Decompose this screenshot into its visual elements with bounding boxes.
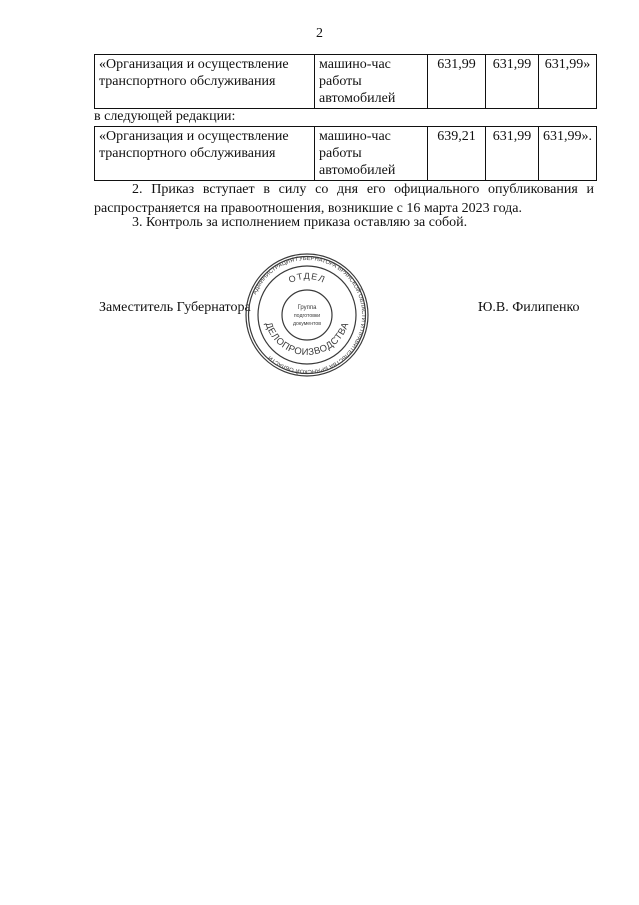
signer-name: Ю.В. Филипенко bbox=[478, 300, 580, 315]
value-cell: 639,21 bbox=[428, 127, 486, 181]
unit-cell bbox=[315, 127, 428, 181]
page-number: 2 bbox=[316, 26, 323, 41]
unit-line: работы bbox=[319, 146, 362, 161]
value-cell: 631,99» bbox=[539, 55, 597, 109]
stamp-center-line: подготовки bbox=[293, 313, 321, 319]
unit-line: машино-час bbox=[319, 57, 391, 72]
paragraph-control bbox=[94, 213, 594, 232]
service-name-cell: «Организация и осуществление транспортного обслуживания bbox=[95, 127, 315, 181]
service-name-cell: «Организация и осуществление транспортного обслуживания bbox=[95, 55, 315, 109]
new-tariff-table bbox=[94, 126, 597, 181]
old-tariff-table bbox=[94, 54, 597, 109]
stamp-bottom-text-path: ДЕЛОПРОИЗВОДСТВА bbox=[262, 320, 352, 359]
paragraph-3-text: 3. Контроль за исполнением приказа оставляю за собой. bbox=[132, 215, 468, 230]
value-cell: 631,99 bbox=[486, 127, 539, 181]
value-cell: 631,99 bbox=[486, 55, 539, 109]
unit-cell bbox=[315, 55, 428, 109]
stamp-center-line: Группа bbox=[297, 305, 317, 311]
unit-line: автомобилей bbox=[319, 91, 396, 106]
official-stamp-seal bbox=[244, 252, 370, 378]
unit-line: машино-час bbox=[319, 129, 391, 144]
table-row bbox=[95, 127, 597, 181]
paragraph-2-text: 2. Приказ вступает в силу со дня его официального опубликования и распространяется на правоотношения, возникшие с 16 марта 2023 года. bbox=[94, 182, 594, 216]
stamp-top-text-path: ОТДЕЛ bbox=[287, 270, 328, 285]
table-row bbox=[95, 55, 597, 109]
signer-title: Заместитель Губернатора bbox=[99, 300, 251, 315]
value-cell: 631,99 bbox=[428, 55, 486, 109]
unit-line: работы bbox=[319, 74, 362, 89]
stamp-outer-text-path: АДМИНИСТРАЦИЯ ГУБЕРНАТОРА БРЯНСКОЙ ОБЛАСТИ И ПРАВИТЕЛЬСТВА БРЯНСКОЙ ОБЛАСТИ bbox=[252, 255, 367, 375]
stamp-top-arc-text bbox=[287, 271, 327, 285]
value-cell: 631,99». bbox=[539, 127, 597, 181]
stamp-center-line: документов bbox=[292, 321, 322, 327]
redaction-label: в следующей редакции: bbox=[94, 109, 236, 124]
stamp-graphic bbox=[244, 252, 370, 378]
unit-line: автомобилей bbox=[319, 163, 396, 178]
